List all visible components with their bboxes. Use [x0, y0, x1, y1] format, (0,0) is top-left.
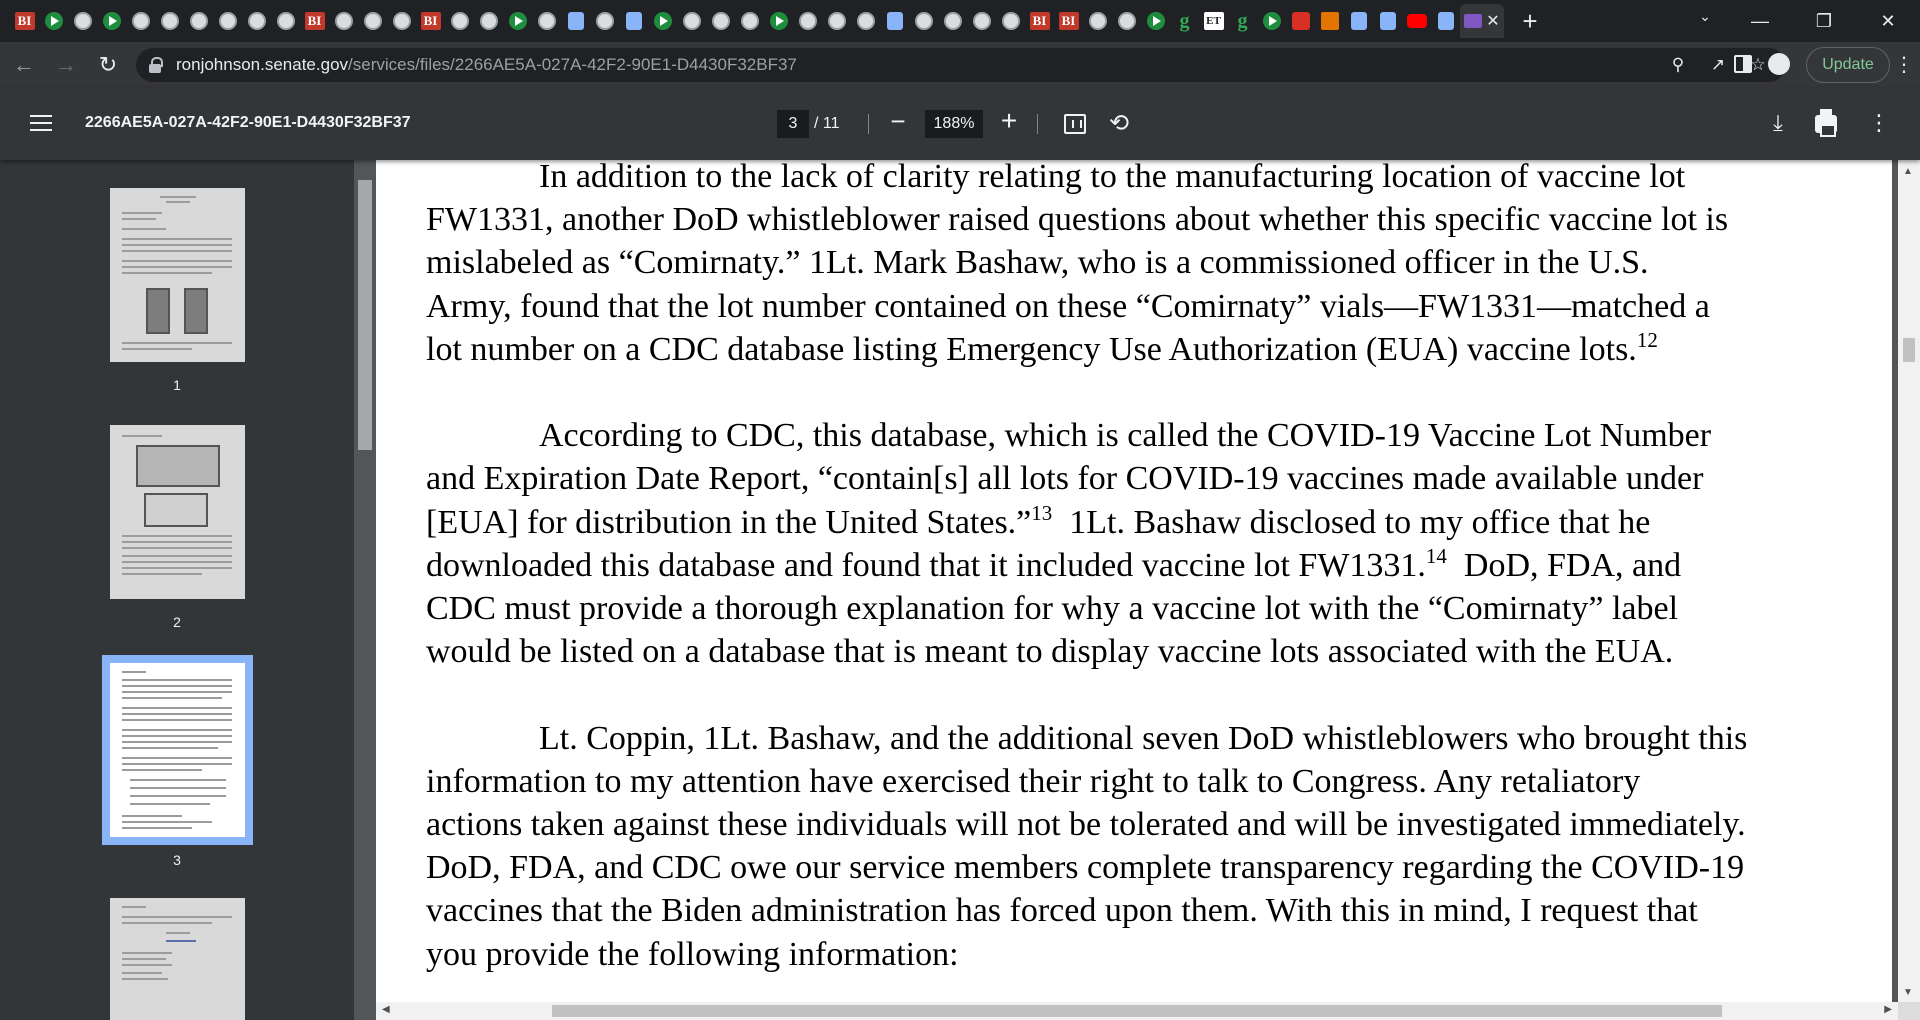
- globe-icon: [799, 12, 817, 30]
- vertical-scroll-thumb[interactable]: [1903, 338, 1915, 362]
- browser-tab[interactable]: [1431, 4, 1460, 38]
- browser-tab[interactable]: [97, 4, 126, 38]
- play-icon: [103, 12, 121, 30]
- browser-tab[interactable]: [996, 4, 1025, 38]
- globe-icon: [944, 12, 962, 30]
- browser-tab[interactable]: [1344, 4, 1373, 38]
- toolbar-divider: [1037, 114, 1038, 134]
- url-host: ronjohnson.senate.gov: [176, 55, 349, 74]
- globe-icon: [277, 12, 295, 30]
- globe-icon: [364, 12, 382, 30]
- scroll-up-arrow-icon[interactable]: ▲: [1903, 166, 1913, 177]
- globe-icon: [828, 12, 846, 30]
- browser-tab[interactable]: [68, 4, 97, 38]
- download-icon[interactable]: ⤓: [1773, 110, 1783, 135]
- globe-icon: [190, 12, 208, 30]
- browser-tab[interactable]: [445, 4, 474, 38]
- pdf-more-options-icon[interactable]: ⋮: [1868, 110, 1890, 135]
- rotate-icon[interactable]: ⟲: [1108, 110, 1130, 137]
- text-run: and Expiration Date Report, “contain[s] all lots for COVID-19 vaccines made available under: [426, 460, 1704, 498]
- text-line: [426, 501, 1866, 544]
- pdf-page: [372, 160, 1892, 1020]
- bi-icon: BI: [1030, 12, 1050, 30]
- thumbnail-sidebar: [0, 160, 354, 1020]
- text-run: you provide the following information:: [426, 935, 959, 973]
- browser-tab[interactable]: [532, 4, 561, 38]
- browser-tab[interactable]: [1199, 4, 1228, 38]
- thumbnail-label: 3: [173, 852, 181, 868]
- sidebar-scroll-thumb[interactable]: [358, 180, 372, 450]
- seek-icon: [1351, 12, 1367, 30]
- profile-avatar[interactable]: [1768, 53, 1790, 75]
- reload-button[interactable]: ↻: [98, 52, 118, 77]
- play-icon: [1263, 12, 1281, 30]
- page-total: / 11: [814, 115, 840, 132]
- document-title: 2266AE5A-027A-42F2-90E1-D4430F32BF37: [85, 114, 411, 131]
- footnote-marker[interactable]: 12: [1636, 327, 1658, 352]
- browser-tab[interactable]: [619, 4, 648, 38]
- side-panel-icon[interactable]: [1734, 55, 1752, 73]
- globe-icon: [335, 12, 353, 30]
- text-line: [426, 760, 1866, 803]
- text-run: DoD, FDA, and: [1446, 546, 1682, 584]
- browser-tab[interactable]: [126, 4, 155, 38]
- omnibox-actions: [1658, 48, 1778, 82]
- text-run: vaccines that the Biden administration has forced upon them. With this in mind, I request that: [426, 892, 1698, 930]
- seek-icon: [568, 12, 584, 30]
- footnote-marker[interactable]: 13: [1031, 500, 1053, 525]
- browser-tab[interactable]: [880, 4, 909, 38]
- browser-tab[interactable]: [735, 4, 764, 38]
- paragraph: [426, 414, 1866, 673]
- browser-tab[interactable]: [851, 4, 880, 38]
- browser-tab[interactable]: [1141, 4, 1170, 38]
- globe-icon: [596, 12, 614, 30]
- toolbar-divider: [868, 114, 869, 134]
- g-icon: g: [1237, 9, 1248, 32]
- browser-tab[interactable]: [1112, 4, 1141, 38]
- seek-icon: [887, 12, 903, 30]
- globe-icon: [683, 12, 701, 30]
- bi-icon: BI: [15, 12, 35, 30]
- text-run: Army, found that the lot number contained on these “Comirnaty” vials—FW1331—matched a: [426, 287, 1710, 325]
- play-icon: [45, 12, 63, 30]
- scroll-down-arrow-icon[interactable]: ▼: [1903, 987, 1913, 998]
- page-number-input[interactable]: 3: [777, 110, 809, 138]
- url-text[interactable]: [176, 55, 797, 75]
- text-run: Lt. Coppin, 1Lt. Bashaw, and the additional seven DoD whistleblowers who brought this: [539, 719, 1748, 757]
- lock-icon[interactable]: [148, 57, 162, 73]
- browser-tab[interactable]: [938, 4, 967, 38]
- seek-icon: [1438, 12, 1454, 30]
- browser-tab[interactable]: [909, 4, 938, 38]
- thumbnail-page-3[interactable]: [110, 663, 245, 837]
- text-run: In addition to the lack of clarity relating to the manufacturing location of vaccine lot: [539, 160, 1686, 195]
- browser-tab[interactable]: [1257, 4, 1286, 38]
- thumbnail-label: 2: [173, 614, 181, 630]
- text-line: [426, 630, 1866, 673]
- browser-tab[interactable]: [1373, 4, 1402, 38]
- globe-icon: [712, 12, 730, 30]
- browser-tab[interactable]: [387, 4, 416, 38]
- text-line: [426, 160, 1866, 198]
- text-run: DoD, FDA, and CDC owe our service members complete transparency regarding the COVID-19: [426, 849, 1745, 887]
- browser-tab[interactable]: [155, 4, 184, 38]
- browser-tab[interactable]: [213, 4, 242, 38]
- sidebar-scrollbar[interactable]: [354, 160, 376, 1020]
- text-line: [426, 241, 1866, 284]
- browser-tab[interactable]: [300, 4, 329, 38]
- new-tab-button[interactable]: +: [1522, 5, 1538, 36]
- text-run: According to CDC, this database, which is called the COVID-19 Vaccine Lot Number: [539, 417, 1712, 455]
- globe-icon: [741, 12, 759, 30]
- browser-tab[interactable]: [764, 4, 793, 38]
- browser-menu-icon[interactable]: ⋮: [1894, 54, 1914, 76]
- browser-tab[interactable]: [1286, 4, 1315, 38]
- zoom-out-button[interactable]: −: [890, 106, 906, 136]
- text-line: [426, 285, 1866, 328]
- horizontal-scrollbar[interactable]: [376, 1002, 1898, 1020]
- text-line: [426, 717, 1866, 760]
- browser-tab[interactable]: [561, 4, 590, 38]
- paragraph: [426, 160, 1866, 371]
- browser-tab[interactable]: [1315, 4, 1344, 38]
- browser-tab[interactable]: [822, 4, 851, 38]
- text-line: [426, 328, 1866, 371]
- play-icon: [509, 12, 527, 30]
- url-path: /services/files/2266AE5A-027A-42F2-90E1-D4430F32BF37: [348, 55, 797, 74]
- bi-icon: BI: [305, 12, 325, 30]
- text-run: would be listed on a database that is meant to display vaccine lots associated with the EUA.: [426, 633, 1674, 671]
- seek-icon: [626, 12, 642, 30]
- text-run: information to my attention have exercised their right to talk to Congress. Any retaliatory: [426, 762, 1641, 800]
- browser-tab[interactable]: [184, 4, 213, 38]
- browser-tab[interactable]: [1460, 4, 1504, 38]
- browser-tab[interactable]: [1083, 4, 1112, 38]
- text-run: mislabeled as “Comirnaty.” 1Lt. Mark Bashaw, who is a commissioned officer in the U.S.: [426, 244, 1649, 282]
- globe-icon: [219, 12, 237, 30]
- browser-toolbar: [0, 42, 1920, 88]
- fit-to-page-icon[interactable]: [1064, 114, 1086, 134]
- thumbnail-page-1[interactable]: [110, 188, 245, 362]
- horizontal-scroll-thumb[interactable]: [552, 1005, 1722, 1017]
- tab-strip: [0, 0, 1920, 42]
- thumbnail-page-4[interactable]: [110, 898, 245, 1020]
- print-icon[interactable]: [1815, 115, 1837, 133]
- zoom-in-button[interactable]: +: [1000, 105, 1018, 136]
- document-viewport[interactable]: [354, 160, 1920, 1020]
- globe-icon: [857, 12, 875, 30]
- address-bar[interactable]: [136, 48, 1786, 82]
- browser-tab[interactable]: [271, 4, 300, 38]
- text-run: downloaded this database and found that it included vaccine lot FW1331.: [426, 546, 1426, 584]
- text-line: [426, 846, 1866, 889]
- globe-icon: [915, 12, 933, 30]
- browser-tab[interactable]: [329, 4, 358, 38]
- globe-icon: [161, 12, 179, 30]
- text-line: [426, 889, 1866, 932]
- browser-tab[interactable]: [793, 4, 822, 38]
- back-button[interactable]: ←: [13, 52, 35, 77]
- browser-tab[interactable]: [242, 4, 271, 38]
- browser-tab[interactable]: [1025, 4, 1054, 38]
- text-line: [426, 803, 1866, 846]
- text-run: [EUA] for distribution in the United States.”: [426, 503, 1032, 541]
- bi-icon: BI: [1059, 12, 1079, 30]
- browser-tab[interactable]: [1228, 4, 1257, 38]
- text-line: [426, 587, 1866, 630]
- scroll-right-arrow-icon[interactable]: ▶: [1884, 1004, 1892, 1015]
- youtube-icon: [1407, 14, 1427, 28]
- text-run: lot number on a CDC database listing Emergency Use Authorization (EUA) vaccine lots.: [426, 330, 1637, 368]
- bookmark-icon: [1321, 12, 1339, 30]
- browser-tab[interactable]: [590, 4, 619, 38]
- restore-button[interactable]: ❐: [1815, 10, 1833, 31]
- browser-tab[interactable]: [706, 4, 735, 38]
- play-icon: [654, 12, 672, 30]
- browser-tab[interactable]: [474, 4, 503, 38]
- browser-tab[interactable]: [416, 4, 445, 38]
- et-icon: ET: [1204, 12, 1224, 30]
- globe-icon: [538, 12, 556, 30]
- pdf-toolbar: [0, 88, 1920, 160]
- play-icon: [770, 12, 788, 30]
- text-line: [426, 198, 1866, 241]
- text-run: CDC must provide a thorough explanation for why a vaccine lot with the “Comirnaty” label: [426, 590, 1679, 628]
- globe-icon: [248, 12, 266, 30]
- play-icon: [1147, 12, 1165, 30]
- globe-icon: [1118, 12, 1136, 30]
- globe-icon: [973, 12, 991, 30]
- update-button[interactable]: Update: [1806, 47, 1890, 83]
- text-line: [426, 544, 1866, 587]
- text-line: [426, 414, 1866, 457]
- text-run: actions taken against these individuals will not be tolerated and will be investigated immediately.: [426, 806, 1746, 844]
- text-line: [426, 457, 1866, 500]
- thumbnail-label: 1: [173, 377, 181, 393]
- share-icon[interactable]: ↗: [1710, 55, 1726, 74]
- tab-list: [0, 0, 1550, 42]
- browser-tab[interactable]: [1054, 4, 1083, 38]
- tab-search-chevron-icon[interactable]: ⌄: [1699, 8, 1711, 24]
- globe-icon: [74, 12, 92, 30]
- close-window-button[interactable]: ✕: [1880, 10, 1896, 31]
- browser-tab[interactable]: [677, 4, 706, 38]
- globe-icon: [1089, 12, 1107, 30]
- scroll-left-arrow-icon[interactable]: ◀: [382, 1004, 390, 1015]
- browser-tab[interactable]: [1402, 4, 1431, 38]
- browser-tab[interactable]: [10, 4, 39, 38]
- text-run: 1Lt. Bashaw disclosed to my office that he: [1052, 503, 1651, 541]
- tab-close-icon[interactable]: ✕: [1486, 13, 1500, 30]
- scrollbar-corner: [1898, 1002, 1920, 1020]
- globe-icon: [451, 12, 469, 30]
- minimize-button[interactable]: —: [1751, 10, 1769, 31]
- paragraph: [426, 717, 1866, 976]
- browser-tab[interactable]: [503, 4, 532, 38]
- sidebar-toggle-menu-icon[interactable]: [30, 115, 52, 133]
- alert-icon: [1292, 12, 1310, 30]
- globe-icon: [1002, 12, 1020, 30]
- browser-tab[interactable]: [648, 4, 677, 38]
- browser-tab[interactable]: [967, 4, 996, 38]
- zoom-icon[interactable]: ⚲: [1671, 55, 1685, 74]
- browser-tab[interactable]: [39, 4, 68, 38]
- browser-tab[interactable]: [358, 4, 387, 38]
- vertical-scrollbar[interactable]: [1898, 160, 1920, 1002]
- browser-tab[interactable]: [1170, 4, 1199, 38]
- g-icon: g: [1179, 9, 1190, 32]
- globe-icon: [480, 12, 498, 30]
- text-line: [426, 933, 1866, 976]
- bookmark-star-icon[interactable]: ☆: [1750, 55, 1766, 74]
- globe-icon: [132, 12, 150, 30]
- bi-icon: BI: [421, 12, 441, 30]
- footnote-marker[interactable]: 14: [1425, 543, 1447, 568]
- thumbnail-page-2[interactable]: [110, 425, 245, 599]
- text-run: FW1331, another DoD whistleblower raised questions about whether this specific vaccine lot is: [426, 201, 1729, 239]
- seek-icon: [1380, 12, 1396, 30]
- zoom-input[interactable]: 188%: [925, 110, 983, 138]
- forward-button[interactable]: →: [55, 52, 77, 77]
- window-controls: [1728, 0, 1920, 42]
- mail-icon: [1464, 14, 1482, 28]
- globe-icon: [393, 12, 411, 30]
- page-text: [426, 160, 1866, 1019]
